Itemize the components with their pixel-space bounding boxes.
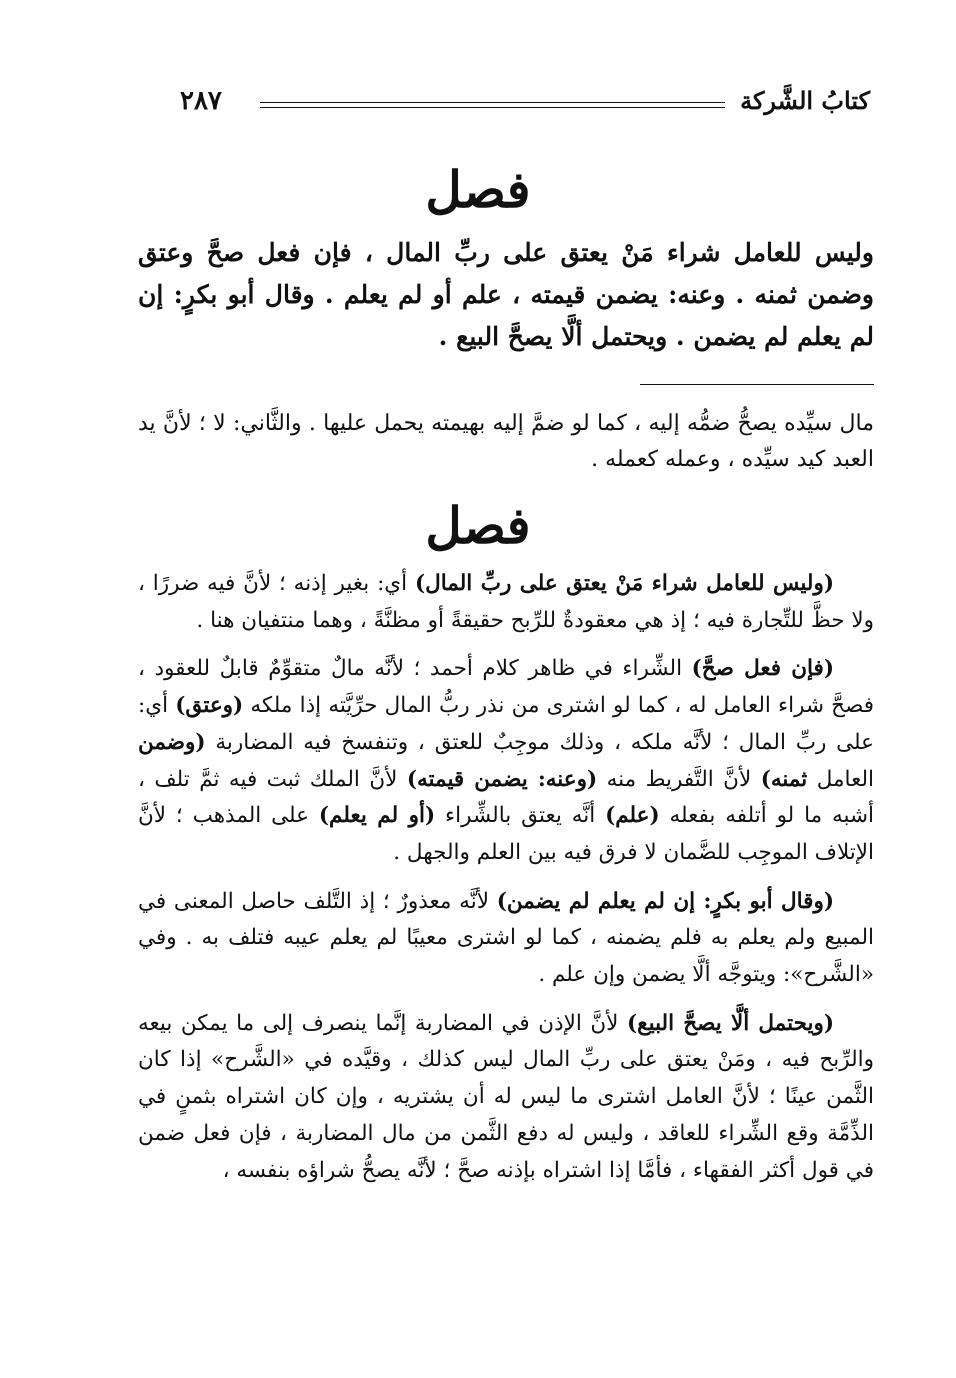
commentary-text: لأنَّ الإذن في المضاربة إنَّما ينصرف إلى ما يمكن بيعه والرِّبح فيه ، ومَنْ يعتق على ربِّ المال ليس كذلك ، وقيَّده في «الشَّرح» إذا كان الثَّمن عينًا ؛ لأنَّ العامل اشترى ما ليس له أن يشتريه ، وإن كان اشتراه بثمنٍ في الذِّمَّة وقع الشِّراء للعاقد ، وليس له دفع الثَّمن من مال المضاربة ، فإن فعل ضمن في قول أكثر الفقهاء ، فأمَّا إذا اشتراه بإذنه صحَّ ؛ لأنَّه يصحُّ شراؤه بنفسه ، bbox=[138, 1010, 874, 1183]
matn-text: وليس للعامل شراء مَنْ يعتق على ربِّ المال ، فإن فعل صحَّ وعتق وضمن ثمنه . وعنه: يضمن قيمته ، علم أو لم يعلم . وقال أبو بكرٍ: إن لم يعلم لم يضمن . ويحتمل ألَّا يصحَّ البيع . bbox=[138, 238, 875, 351]
quoted-matn: (علم) bbox=[605, 803, 660, 829]
quoted-matn: (أو لم يعلم) bbox=[318, 803, 436, 829]
commentary-text: على المذهب ؛ لأنَّ الإتلاف الموجِب للضَّمان لا فرق فيه بين العلم والجهل . bbox=[138, 803, 874, 865]
quoted-matn: (ويحتمل ألَّا يصحَّ البيع) bbox=[626, 1010, 834, 1036]
commentary-body bbox=[138, 566, 874, 1201]
running-header bbox=[180, 82, 870, 122]
commentary-text: أي: بغير إذنه ؛ لأنَّ فيه ضررًا ، ولا حظَّ للتِّجارة فيه ؛ إذ هي معقودةٌ للرِّبح حقيقةً أو مظنَّةً ، وهما منتفيان هنا . bbox=[138, 571, 874, 633]
commentary-text: لأنَّ الملك ثبت فيه ثمَّ تلف ، أشبه ما لو أتلفه بفعله bbox=[138, 766, 874, 829]
quoted-matn: ثمنه) bbox=[760, 766, 808, 792]
commentary-text: العامل bbox=[807, 766, 874, 792]
footnote-text: مال سيِّده يصحُّ ضمُّه إليه ، كما لو ضمَّ إليه بهيمته يحمل عليها . والثَّاني: لا ؛ لأنَّ يد العبد كيد سيِّده ، وعمله كعمله . bbox=[138, 411, 874, 472]
commentary-paragraph-1 bbox=[138, 566, 874, 639]
commentary-paragraph-4 bbox=[138, 1006, 874, 1190]
chapter-title: كتابُ الشَّركة bbox=[740, 86, 870, 115]
commentary-paragraph-3 bbox=[138, 884, 874, 994]
quoted-matn: (فإن فعل صحَّ) bbox=[691, 656, 834, 682]
commentary-text: أنَّه يعتق بالشِّراء bbox=[435, 803, 606, 829]
page-number: ٢٨٧ bbox=[180, 86, 222, 116]
section-heading-1: فصل bbox=[425, 160, 531, 219]
header-rule-secondary bbox=[260, 107, 725, 108]
quoted-matn: (وعتق) bbox=[175, 693, 244, 719]
quoted-matn: (وليس للعامل شراء مَنْ يعتق على ربِّ المال) bbox=[414, 571, 835, 596]
section-heading-2: فصل bbox=[425, 496, 531, 555]
commentary-text: الشِّراء في ظاهر كلام أحمد ؛ لأنَّه مالٌ متقوِّمٌ قابلٌ للعقود ، فصحَّ شراء العامل له ، كما لو اشترى من نذر ربُّ المال حرِّيَّته إذا ملكه bbox=[138, 656, 874, 719]
header-rule bbox=[260, 102, 725, 103]
footnote-separator bbox=[640, 384, 874, 385]
commentary-text: لأنَّه معذورٌ ؛ إذ التَّلف حاصل المعنى في المبيع ولم يعلم به فلم يضمنه ، كما لو اشترى معيبًا لم يعلم عيبه فتلف به . وفي «الشَّرح»: ويتوجَّه ألَّا يضمن وإن علم . bbox=[138, 888, 874, 988]
quoted-matn: (وضمن bbox=[138, 729, 206, 755]
commentary-paragraph-2 bbox=[138, 651, 874, 871]
commentary-text: أي: على ربِّ المال ؛ لأنَّه ملكه ، وذلك موجِبٌ للعتق ، وتنفسخ فيه المضاربة bbox=[138, 693, 874, 755]
quoted-matn: (وعنه: يضمن قيمته) bbox=[406, 766, 598, 792]
commentary-text: لأنَّ التَّفريط منه bbox=[597, 766, 761, 792]
quoted-matn: (وقال أبو بكرٍ: إن لم يعلم لم يضمن) bbox=[496, 888, 835, 914]
